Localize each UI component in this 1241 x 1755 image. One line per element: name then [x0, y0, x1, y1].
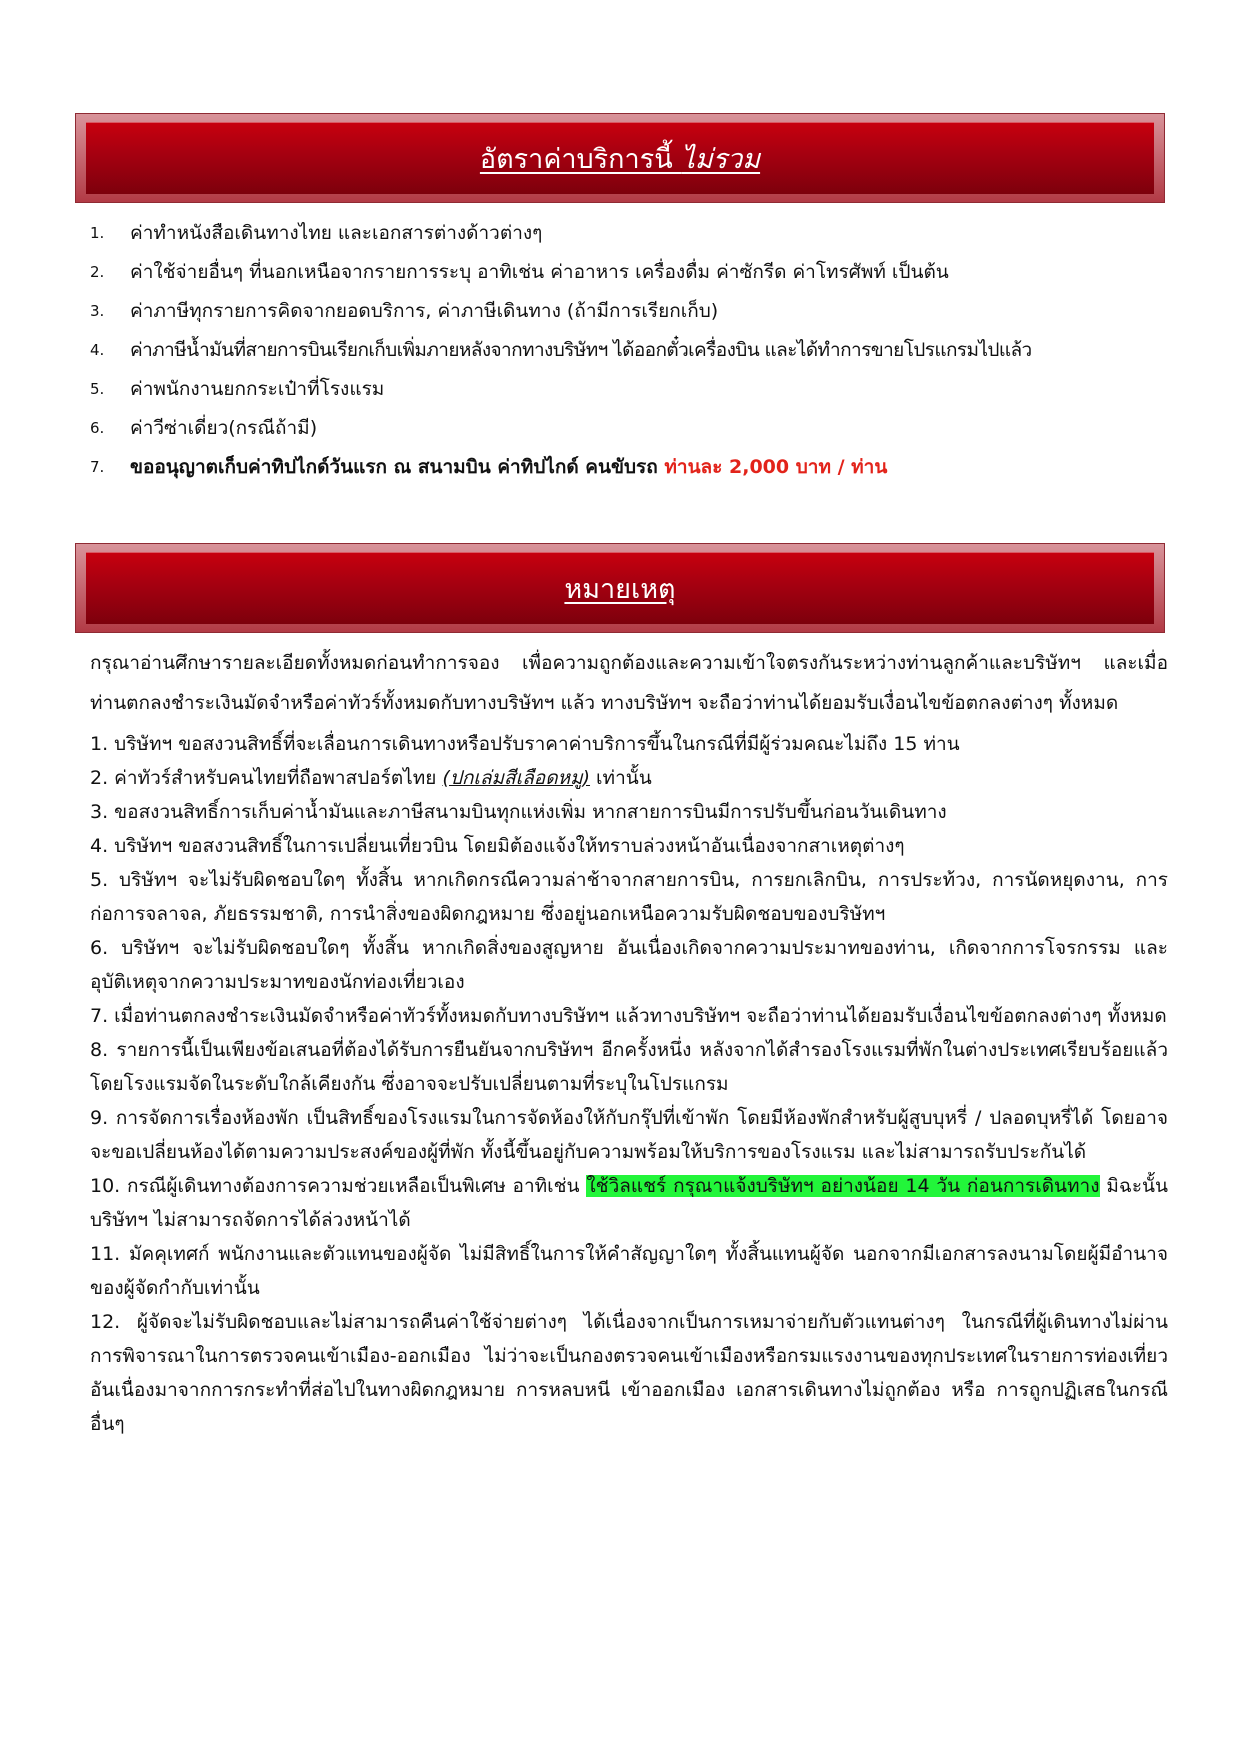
excluded-list: [90, 213, 1180, 486]
excluded-title: อัตราค่าบริการนี้ ไม่รวม: [479, 143, 761, 175]
tip-amount: ท่านละ 2,000 บาท / ท่าน: [664, 455, 888, 478]
list-item: 6. ค่าวีซ่าเดี่ยว(กรณีถ้ามี): [90, 416, 318, 439]
remark-item: 11. มัคคุเทศก์ พนักงานและตัวแทนของผู้จัด ไม่มีสิทธิ์ในการให้คำสัญญาใดๆ ทั้งสิ้นแทนผู้จัด นอกจากมีเอกสารลงนามโดยผู้มีอำนาจของผู้จัดกำกับเท่านั้น: [90, 1243, 1168, 1299]
remark-item: 12. ผู้จัดจะไม่รับผิดชอบและไม่สามารถคืนค่าใช้จ่ายต่างๆ ได้เนื่องจากเป็นการเหมาจ่ายกับตัวแทนต่างๆ ในกรณีที่ผู้เดินทางไม่ผ่านการพิจารณาในการตรวจคนเข้าเมือง-ออกเมือง ไม่ว่าจะเป็นกองตรวจคนเข้าเมืองหรือกรมแรงงานของทุกประเทศในรายการท่องเที่ยว อันเนื่องมาจากการกระทำที่ส่อไปในทางผิดกฎหมาย การหลบหนี เข้าออกเมือง เอกสารเดินทางไม่ถูกต้อง หรือ การถูกปฏิเสธในกรณีอื่นๆ: [90, 1311, 1168, 1435]
list-item: 1. ค่าทำหนังสือเดินทางไทย และเอกสารต่างด้าวต่างๆ: [90, 221, 543, 244]
list-item: 4. ค่าภาษีน้ำมันที่สายการบินเรียกเก็บเพิ่มภายหลังจากทางบริษัทฯ ได้ออกตั๋วเครื่องบิน และได้ทำการขายโปรแกรมไปแล้ว: [90, 338, 1032, 361]
remark-item: 1. บริษัทฯ ขอสงวนสิทธิ์ที่จะเลื่อนการเดินทางหรือปรับราคาค่าบริการขึ้นในกรณีที่มีผู้ร่วมคณะไม่ถึง 15 ท่าน: [90, 733, 960, 755]
remark-item: 8. รายการนี้เป็นเพียงข้อเสนอที่ต้องได้รับการยืนยันจากบริษัทฯ อีกครั้งหนึ่ง หลังจากได้สำรองโรงแรมที่พักในต่างประเทศเรียบร้อยแล้ว โดยโรงแรมจัดในระดับใกล้เคียงกัน ซึ่งอาจจะปรับเปลี่ยนตามที่ระบุในโปรแกรม: [90, 1039, 1168, 1095]
remark-item: 7. เมื่อท่านตกลงชำระเงินมัดจำหรือค่าทัวร์ทั้งหมดกับทางบริษัทฯ แล้วทางบริษัทฯ จะถือว่าท่านได้ยอมรับเงื่อนไขข้อตกลงต่างๆ ทั้งหมด: [90, 1005, 1167, 1027]
remark-item: 10. กรณีผู้เดินทางต้องการความช่วยเหลือเป็นพิเศษ อาทิเช่น ใช้วิลแชร์ กรุณาแจ้งบริษัทฯ อย่างน้อย 14 วัน ก่อนการเดินทาง มิฉะนั้น บริษัทฯ ไม่สามารถจัดการได้ล่วงหน้าได้: [90, 1175, 1169, 1231]
remarks-banner: [75, 543, 1165, 633]
list-item: 2. ค่าใช้จ่ายอื่นๆ ที่นอกเหนือจากรายการระบุ อาทิเช่น ค่าอาหาร เครื่องดื่ม ค่าซักรีด ค่าโทรศัพท์ เป็นต้น: [90, 260, 949, 283]
remark-item: 9. การจัดการเรื่องห้องพัก เป็นสิทธิ์ของโรงแรมในการจัดห้องให้กับกรุ๊ปที่เข้าพัก โดยมีห้องพักสำหรับผู้สูบบุหรี่ / ปลอดบุหรี่ได้ โดยอาจจะขอเปลี่ยนห้องได้ตามความประสงค์ของผู้ที่พัก ทั้งนี้ขึ้นอยู่กับความพร้อมให้บริการของโรงแรม และไม่สามารถรับประกันได้: [90, 1107, 1168, 1163]
remark-item: 5. บริษัทฯ จะไม่รับผิดชอบใดๆ ทั้งสิ้น หากเกิดกรณีความล่าช้าจากสายการบิน, การยกเลิกบิน, การประท้วง, การนัดหยุดงาน, การก่อการจลาจล, ภัยธรรมชาติ, การนำสิ่งของผิดกฎหมาย ซึ่งอยู่นอกเหนือความรับผิดชอบของบริษัทฯ: [90, 869, 1168, 925]
remark-item: 2. ค่าทัวร์สำหรับคนไทยที่ถือพาสปอร์ตไทย (ปกเล่มสีเลือดหมู) เท่านั้น: [90, 767, 652, 789]
remark-item: 4. บริษัทฯ ขอสงวนสิทธิ์ในการเปลี่ยนเที่ยวบิน โดยมิต้องแจ้งให้ทราบล่วงหน้าอันเนื่องจากสาเหตุต่างๆ: [90, 835, 905, 857]
excluded-banner: [75, 113, 1165, 203]
remarks-intro: กรุณาอ่านศึกษารายละเอียดทั้งหมดก่อนทำการจอง เพื่อความถูกต้องและความเข้าใจตรงกันระหว่างท่านลูกค้าและบริษัทฯ และเมื่อท่านตกลงชำระเงินมัดจำหรือค่าทัวร์ทั้งหมดกับทางบริษัทฯ แล้ว ทางบริษัทฯ จะถือว่าท่านได้ยอมรับเงื่อนไขข้อตกลงต่างๆ ทั้งหมด: [90, 652, 1168, 714]
list-item-tip: 7. ขออนุญาตเก็บค่าทิปไกด์วันแรก ณ สนามบิน ค่าทิปไกด์ คนขับรถ ท่านละ 2,000 บาท / ท่าน: [90, 455, 888, 478]
list-item: 3. ค่าภาษีทุกรายการคิดจากยอดบริการ, ค่าภาษีเดินทาง (ถ้ามีการเรียกเก็บ): [90, 299, 719, 322]
list-item: 5. ค่าพนักงานยกกระเป๋าที่โรงแรม: [90, 377, 385, 400]
remarks-content: [90, 643, 1168, 1441]
remarks-title: หมายเหตุ: [564, 573, 676, 605]
remark-item: 3. ขอสงวนสิทธิ์การเก็บค่าน้ำมันและภาษีสนามบินทุกแห่งเพิ่ม หากสายการบินมีการปรับขึ้นก่อนวันเดินทาง: [90, 801, 947, 823]
wheelchair-highlight: ใช้วิลแชร์ กรุณาแจ้งบริษัทฯ อย่างน้อย 14 วัน ก่อนการเดินทาง: [586, 1175, 1100, 1197]
remark-item: 6. บริษัทฯ จะไม่รับผิดชอบใดๆ ทั้งสิ้น หากเกิดสิ่งของสูญหาย อันเนื่องเกิดจากความประมาทของท่าน, เกิดจากการโจรกรรม และ อุบัติเหตุจากความประมาทของนักท่องเที่ยวเอง: [90, 937, 1168, 993]
